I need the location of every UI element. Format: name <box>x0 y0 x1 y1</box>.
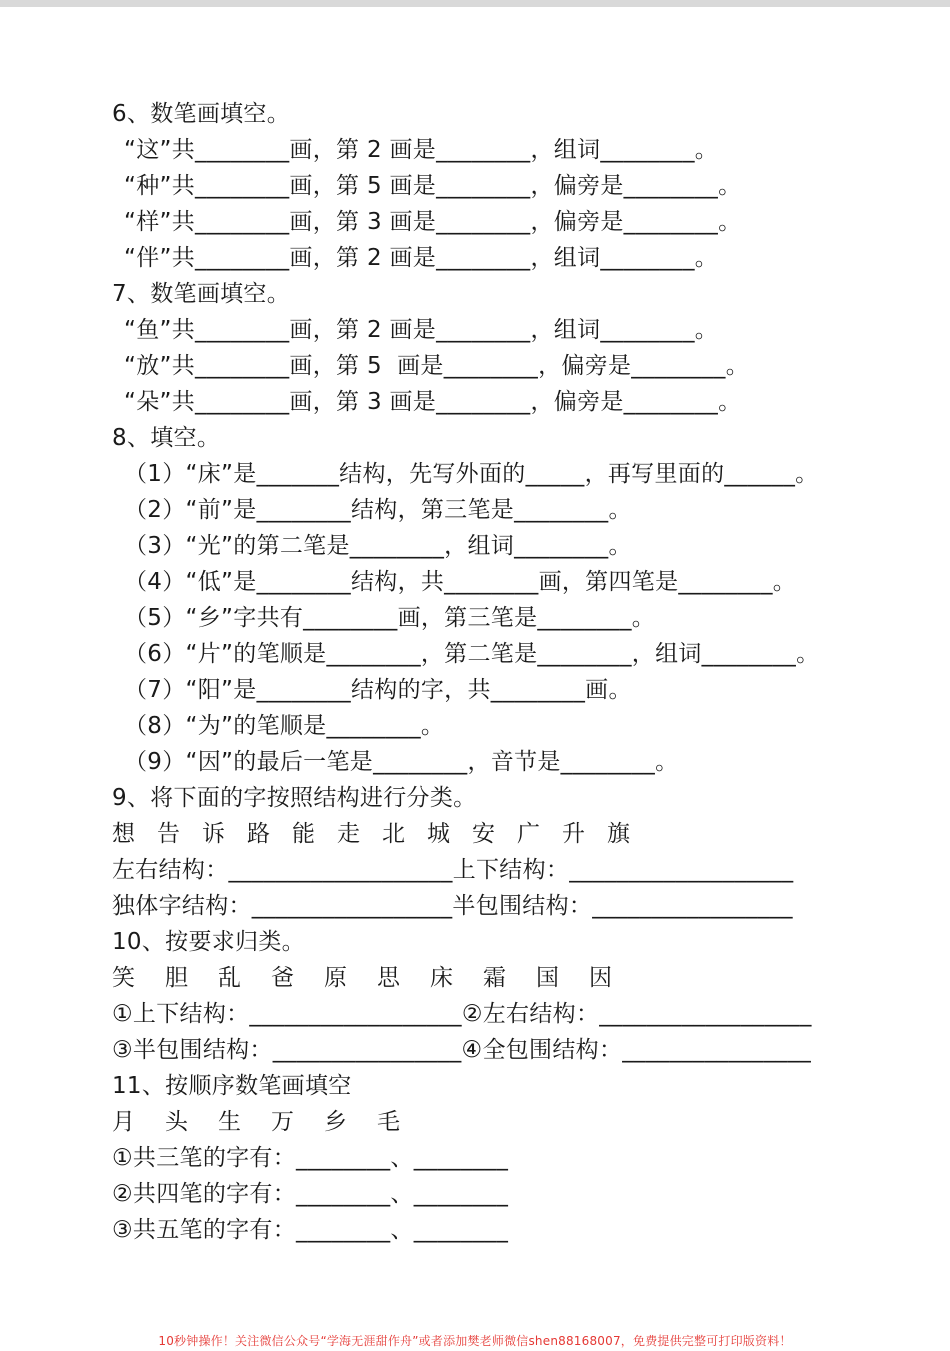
q8-line-3: （3）“光”的第二笔是________，组词________。 <box>124 533 632 559</box>
footer-notice: 10秒钟操作！关注微信公众号“学海无涯甜作舟”或者添加樊老师微信shen88168007，免费提供完整可打印版资料！ <box>158 1334 792 1348</box>
q10-char-list: 笑胆乱爸原思床霜国因 <box>112 965 642 991</box>
q8-line-1: （1）“床”是_______结构，先写外面的_____，再写里面的______。 <box>124 461 819 487</box>
q10-line-1: ①上下结构：__________________②左右结构：__________________ <box>112 1001 812 1027</box>
q9-line-1: 左右结构：___________________上下结构：___________________ <box>112 857 794 883</box>
q11-line-2: ②共四笔的字有：________、________ <box>112 1181 509 1207</box>
q8-line-6: （6）“片”的笔顺是________，第二笔是________，组词________。 <box>124 641 820 667</box>
q7-title: 7、数笔画填空。 <box>112 281 291 307</box>
top-border <box>0 0 950 7</box>
q8-line-5: （5）“乡”字共有________画，第三笔是________。 <box>124 605 656 631</box>
q6-title: 6、数笔画填空。 <box>112 101 291 127</box>
q8-line-7: （7）“阳”是________结构的字，共________画。 <box>124 677 632 703</box>
q7-line-1: “鱼”共________画，第 2 画是________，组词________。 <box>124 317 719 343</box>
q8-line-4: （4）“低”是________结构，共________画，第四笔是________。 <box>124 569 797 595</box>
q6-line-1: “这”共________画，第 2 画是________，组词________。 <box>124 137 719 163</box>
q10-title: 10、按要求归类。 <box>112 929 305 955</box>
q8-line-2: （2）“前”是________结构，第三笔是________。 <box>124 497 632 523</box>
q11-line-3: ③共五笔的字有：________、________ <box>112 1217 509 1243</box>
q6-line-4: “伴”共________画，第 2 画是________，组词________。 <box>124 245 719 271</box>
q10-line-2: ③半包围结构：________________④全包围结构：________________ <box>112 1037 812 1063</box>
q11-title: 11、按顺序数笔画填空 <box>112 1073 352 1099</box>
q8-line-8: （8）“为”的笔顺是________。 <box>124 713 445 739</box>
q9-char-list: 想告诉路能走北城安广升旗 <box>112 821 652 847</box>
q11-char-list: 月头生万乡毛 <box>112 1109 430 1135</box>
q8-title: 8、填空。 <box>112 425 221 451</box>
q6-line-2: “种”共________画，第 5 画是________，偏旁是________。 <box>124 173 742 199</box>
q6-line-3: “样”共________画，第 3 画是________，偏旁是________。 <box>124 209 742 235</box>
q9-title: 9、将下面的字按照结构进行分类。 <box>112 785 477 811</box>
q7-line-2: “放”共________画，第 5 画是________，偏旁是________。 <box>124 353 749 379</box>
q8-line-9: （9）“因”的最后一笔是________，音节是________。 <box>124 749 679 775</box>
q11-line-1: ①共三笔的字有：________、________ <box>112 1145 509 1171</box>
q9-line-2: 独体字结构：_________________半包围结构：_________________ <box>112 893 793 919</box>
q7-line-3: “朵”共________画，第 3 画是________，偏旁是________。 <box>124 389 742 415</box>
